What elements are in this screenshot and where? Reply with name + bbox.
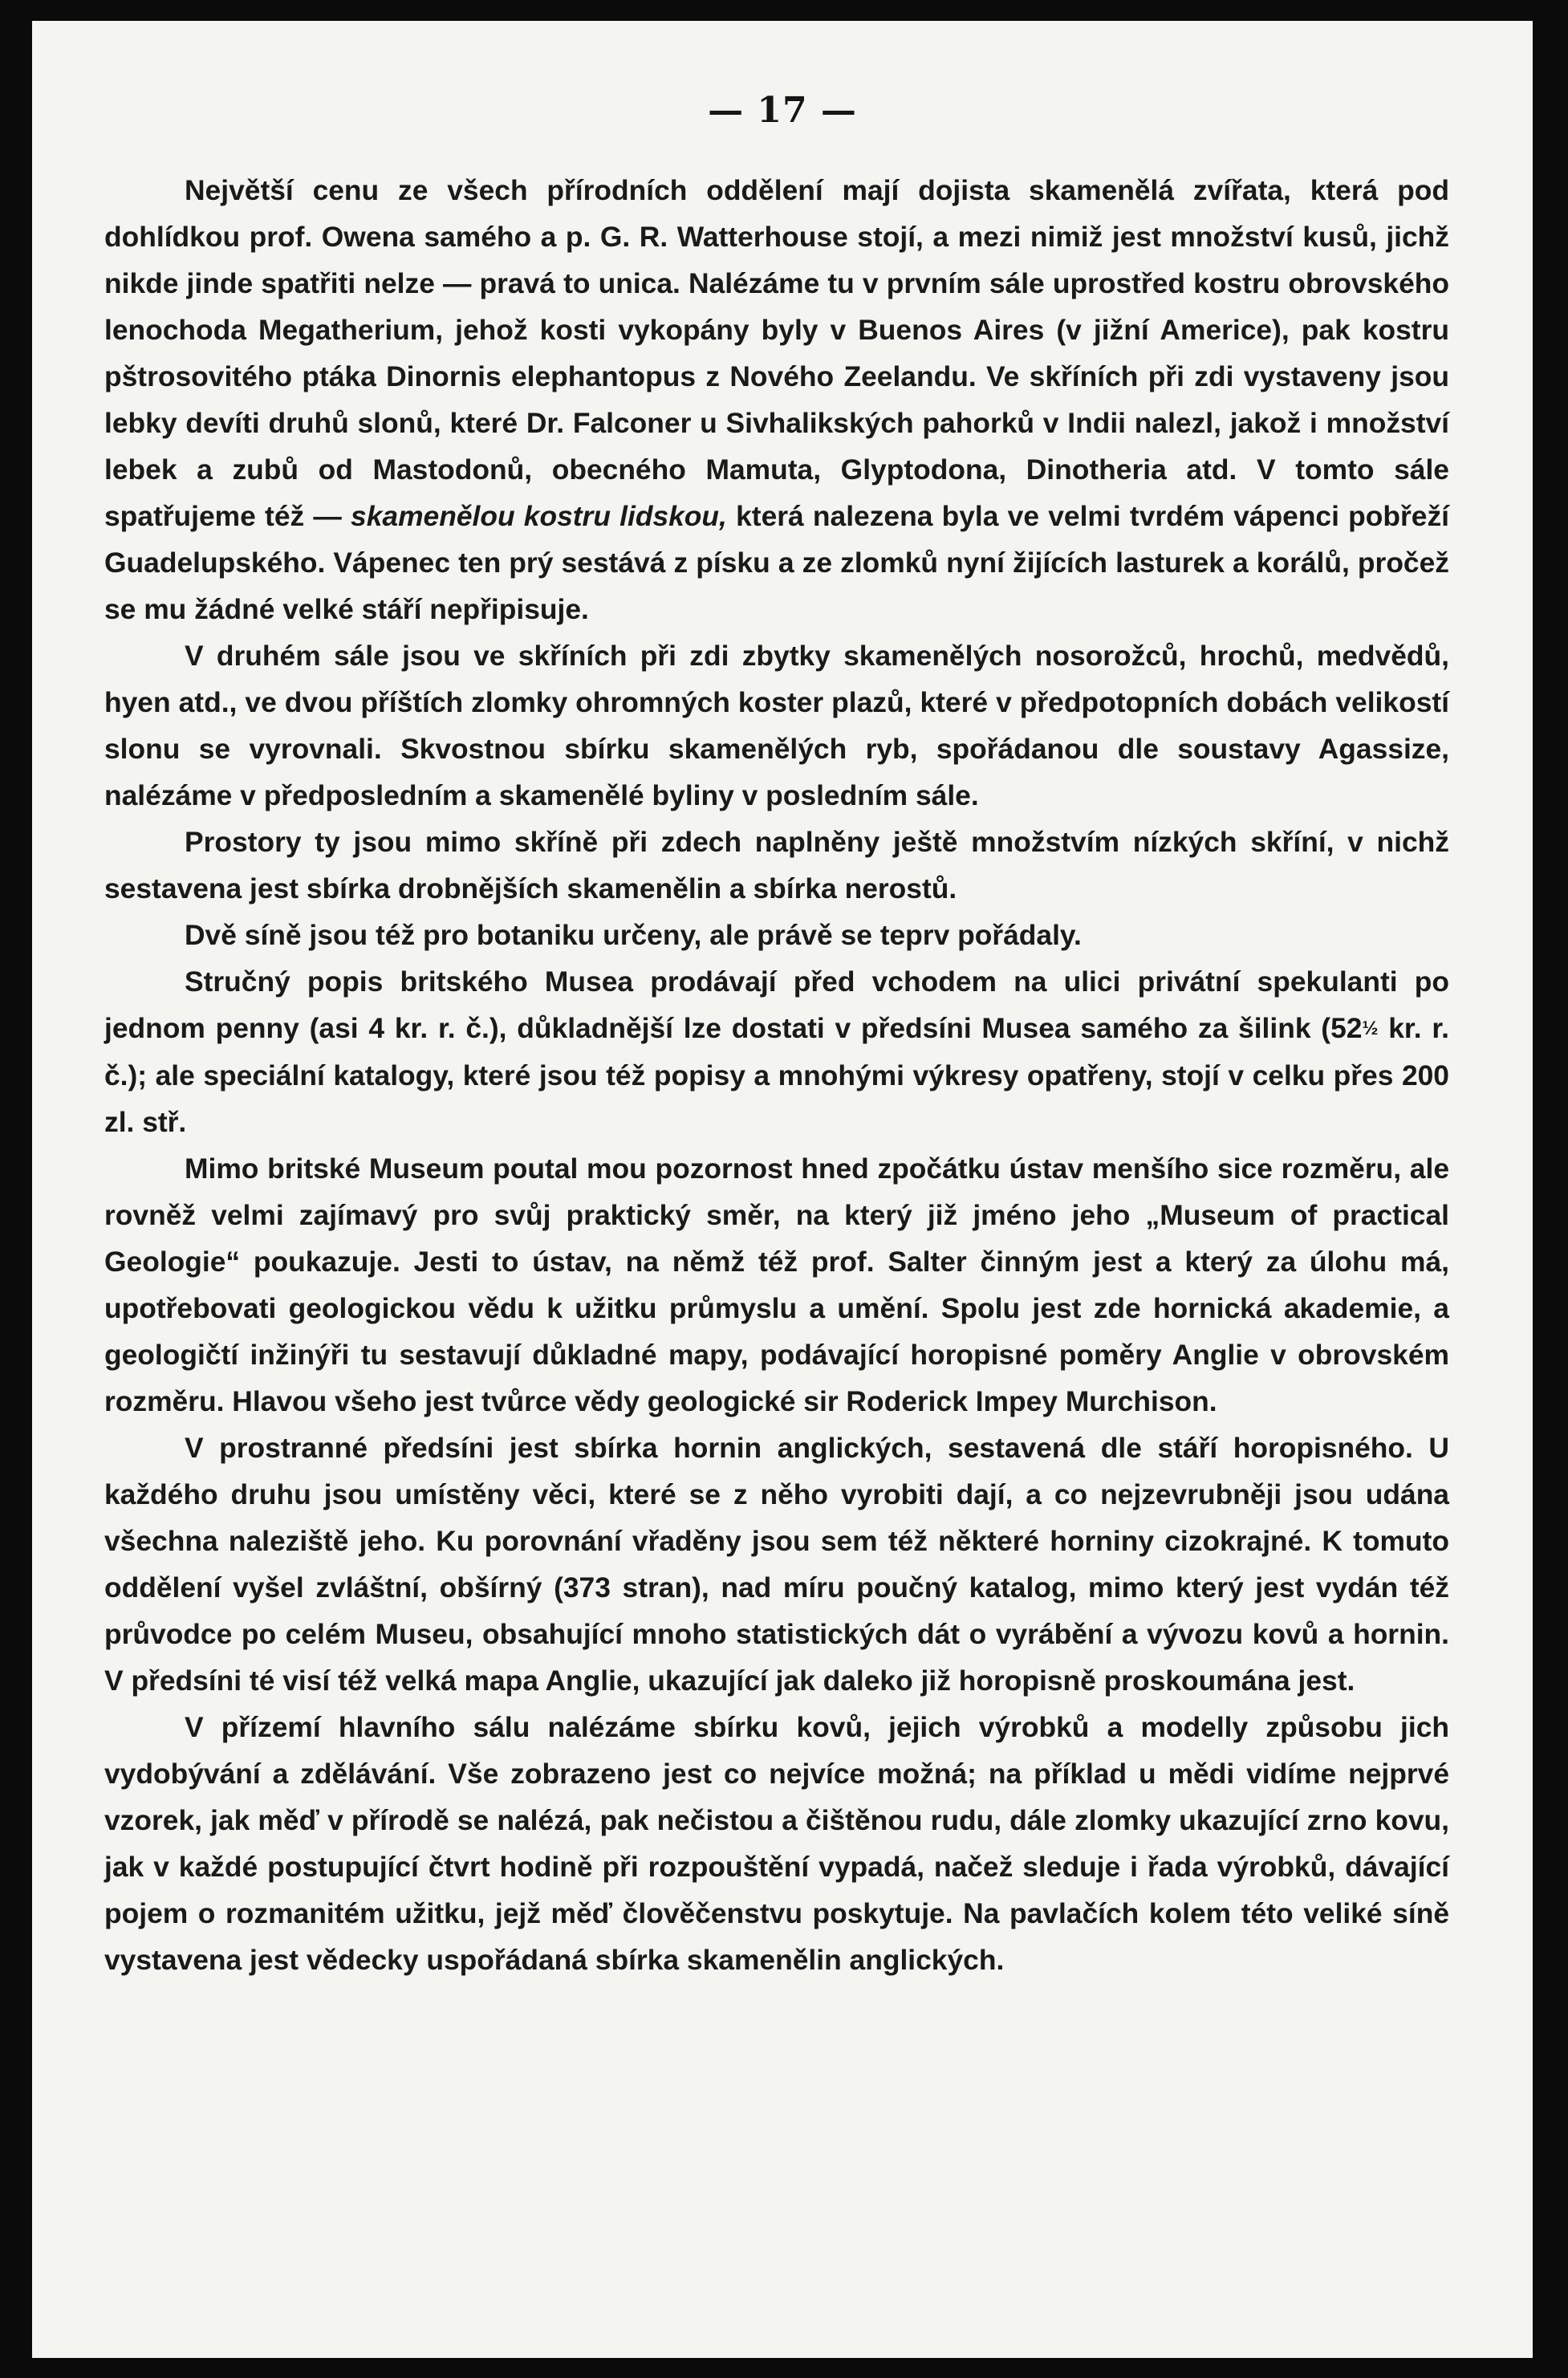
paragraph-1-text-continued: která nalezena byla ve velmi tvrdém vápenci pobřeží Guadelupského. Vápenec ten prý sestává z písku a ze zlomků nyní žijících lasturek a korálů, pročež se mu žádné velké stáří nepřipisuje. <box>104 500 1449 625</box>
fraction-half: ½ <box>1362 1018 1379 1039</box>
paragraph-3: Prostory ty jsou mimo skříně při zdech naplněny ještě množstvím nízkých skříní, v nichž sestavena jest sbírka drobnějších skamenělin a sbírka nerostů. <box>104 826 1449 904</box>
paragraph-6: Mimo britské Museum poutal mou pozornost hned zpočátku ústav menšího sice rozměru, ale rovněž velmi zajímavý pro svůj praktický směr, na který již jméno jeho „Museum of practical Geologie“ poukazuje. Jesti to ústav, na němž též prof. Salter činným jest a který za úlohu má, upotřebovati geologickou vědu k užitku průmyslu a umění. Spolu jest zde hornická akademie, a geologičtí inžinýři tu sestavují důkladné mapy, podávající horopisné poměry Anglie v obrovském rozměru. Hlavou všeho jest tvůrce vědy geologické sir Roderick Impey Murchison. <box>104 1152 1449 1417</box>
book-page <box>32 21 1533 2358</box>
paragraph-1-text: Největší cenu ze všech přírodních oddělení mají dojista skamenělá zvířata, která pod dohlídkou prof. Owena samého a p. G. R. Watterhouse stojí, a mezi nimiž jest množství kusů, jichž nikde jinde spatřiti nelze — pravá to unica. Nalézáme tu v prvním sále uprostřed kostru obrovského lenochoda Megatherium, jehož kosti vykopány byly v Buenos Aires (v jižní Americe), pak kostru pštrosovitého ptáka Dinornis elephantopus z Nového Zeelandu. Ve skříních při zdi vystaveny jsou lebky devíti druhů slonů, které Dr. Falconer u Sivhalikských pahorků v Indii nalezl, jakož i množství lebek a zubů od Mastodonů, obecného Mamuta, Glyptodona, Dinotheria atd. V tomto sále spatřujeme též — <box>104 174 1449 532</box>
body-text <box>104 167 1449 1983</box>
paragraph-8: V přízemí hlavního sálu nalézáme sbírku kovů, jejich výrobků a modelly způsobu jich vydobývání a zdělávání. Vše zobrazeno jest co nejvíce možná; na příklad u mědi vidíme nejprvé vzorek, jak měď v přírodě se nalézá, pak nečistou a čištěnou rudu, dále zlomky ukazující zrno kovu, jak v každé postupující čtvrt hodině při rozpouštění vypadá, načež sleduje i řada výrobků, dávající pojem o rozmanitém užitku, jejž měď člověčenstvu poskytuje. Na pavlačích kolem této veliké síně vystavena jest vědecky uspořádaná sbírka skamenělin anglických. <box>104 1711 1449 1976</box>
paragraph-1 <box>104 167 1449 632</box>
page-number: — 17 — <box>708 90 857 131</box>
emphasized-phrase: skamenělou kostru lidskou, <box>351 500 727 532</box>
paragraph-7: V prostranné předsíni jest sbírka hornin anglických, sestavená dle stáří horopisného. U každého druhu jsou umístěny věci, které se z něho vyrobiti dají, a co nejzevrubněji jsou udána všechna naleziště jeho. Ku porovnání vřaděny jsou sem též některé horniny cizokrajné. K tomuto oddělení vyšel zvláštní, obšírný (373 stran), nad míru poučný katalog, mimo který jest vydán též průvodce po celém Museu, obsahující mnoho statistických dát o vyrábění a vývozu kovů a hornin. V předsíni té visí též velká mapa Anglie, ukazující jak daleko již horopisně proskoumána jest. <box>104 1432 1449 1697</box>
paragraph-5-text-continued: kr. r. č.); ale speciální katalogy, které jsou též popisy a mnohými výkresy opatřeny, stojí v celku přes 200 zl. stř. <box>104 1012 1450 1138</box>
paragraph-5 <box>104 958 1449 1145</box>
paragraph-2: V druhém sále jsou ve skříních při zdi zbytky skamenělých nosorožců, hrochů, medvědů, hyen atd., ve dvou příštích zlomky ohromných koster plazů, které v předpotopních dobách velikostí slonu se vyrovnali. Skvostnou sbírku skamenělých ryb, spořádanou dle soustavy Agassize, nalézáme v předposledním a skamenělé byliny v posledním sále. <box>104 640 1449 811</box>
paragraph-5-text: Stručný popis britského Musea prodávají před vchodem na ulici privátní spekulanti po jednom penny (asi 4 kr. r. č.), důkladnější lze dostati v předsíni Musea samého za šilink (52 <box>104 965 1449 1044</box>
paragraph-4: Dvě síně jsou též pro botaniku určeny, ale právě se teprv pořádaly. <box>185 919 1082 951</box>
